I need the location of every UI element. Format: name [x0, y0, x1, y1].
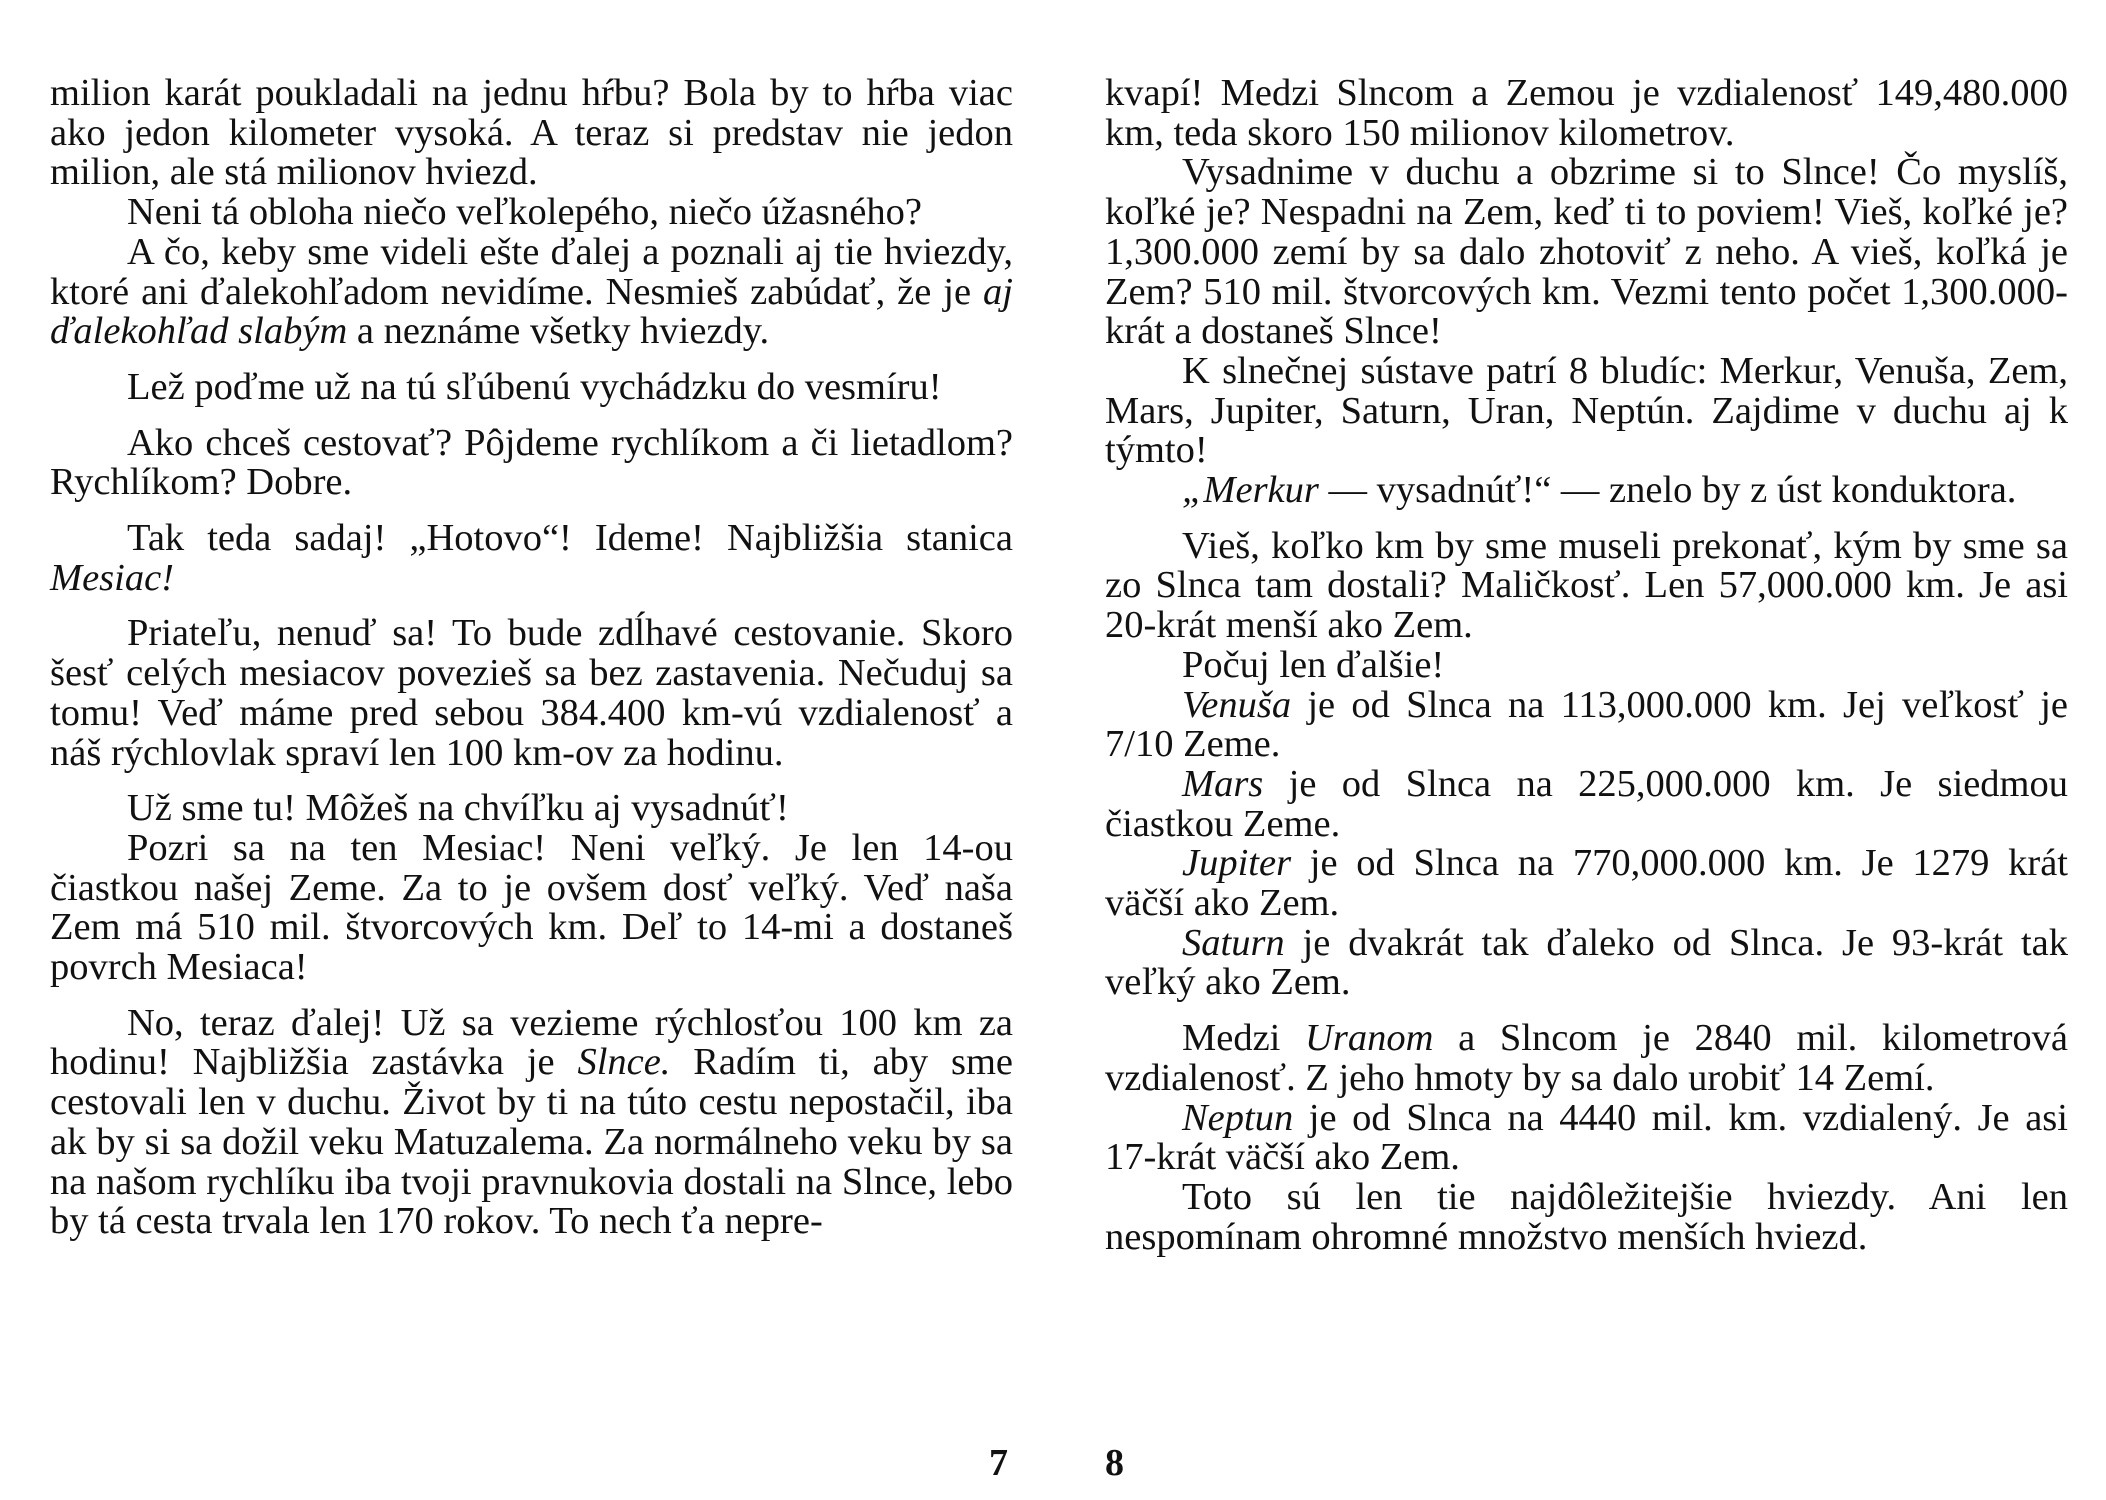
paragraph	[1105, 1019, 2068, 1098]
text-run: Vieš, koľko km by sme museli prekonať, kým by sme sa zo Slnca tam dostali? Maličkosť. Len 57,000.000 km. Je asi 20-krát menší ako Zem.	[1105, 524, 2068, 647]
italic-text: aj ďalekohľad slabým	[50, 270, 1013, 353]
italic-text: Venuša	[1182, 683, 1292, 726]
left-page-text	[50, 74, 1013, 1242]
paragraph	[50, 230, 1013, 353]
text-run: milion karát poukladali na jednu hŕbu? Bola by to hŕba viac ako jedon kilometer vysoká. A teraz si predstav nie jedon milion, ale stá milionov hviezd.	[50, 72, 1013, 194]
paragraph	[1105, 524, 2068, 647]
paragraph	[1105, 153, 2068, 352]
paragraph	[50, 826, 1013, 989]
text-run: Pozri sa na ten Mesiac! Neni veľký. Je len 14-ou čiastkou našej Zeme. Za to je ovšem dosť veľký. Veď naša Zem má 510 mil. štvorcových km. Deľ to 14-mi a dostaneš povrch Mesiaca!	[50, 826, 1013, 989]
text-run: A čo, keby sme videli ešte ďalej a poznali aj tie hviezdy, ktoré ani ďalekohľadom nevidíme. Nesmieš zabúdať, že je	[50, 230, 1013, 313]
text-run: Už sme tu! Môžeš na chvíľku aj vysadnúť!	[127, 787, 789, 830]
text-run: No, teraz ďalej! Už sa vezieme rýchlosťou 100 km za hodinu! Najbližšia zastávka je	[50, 1001, 1013, 1084]
left-page-number: 7	[989, 1442, 1008, 1484]
paragraph	[1105, 921, 2068, 1004]
italic-text: Mesiac!	[50, 556, 174, 599]
paragraph	[1105, 74, 2068, 153]
italic-text: „Merkur	[1182, 469, 1319, 512]
paragraph	[1105, 844, 2068, 923]
text-run: Radím ti, aby sme cestovali len v duchu. Život by ti na túto cestu nepostačil, iba ak by si sa dožil veku Matuzalema. Za normálneho veku by sa na našom rychlíku iba tvoji pravnukovia dostali na Slnce, lebo by tá cesta trvala len 170 rokov. To nech ťa nepre-	[50, 1041, 1013, 1243]
right-page-number: 8	[1105, 1442, 1124, 1484]
paragraph	[50, 1001, 1013, 1243]
paragraph	[1105, 762, 2068, 845]
text-run: je od Slnca na 770,000.000 km. Je 1279 krát väčší ako Zem.	[1105, 842, 2068, 925]
paragraph	[50, 421, 1013, 504]
italic-text: Uranom	[1305, 1017, 1434, 1060]
text-run: a neznáme všetky hviezdy.	[347, 310, 770, 353]
paragraph	[1105, 471, 2068, 511]
paragraph	[50, 74, 1013, 193]
text-run: je dvakrát tak ďaleko od Slnca. Je 93-krát tak veľký ako Zem.	[1105, 921, 2068, 1004]
paragraph	[1105, 683, 2068, 766]
text-run: Počuj len ďalšie!	[1182, 643, 1445, 686]
text-run: Toto sú len tie najdôležitejšie hviezdy. Ani len nespomínam ohromné množstvo menších hviezd.	[1105, 1175, 2068, 1258]
right-page-text	[1105, 74, 2068, 1257]
paragraph	[50, 519, 1013, 598]
text-run: je od Slnca na 4440 mil. km. vzdialený. Je asi 17-krát väčší ako Zem.	[1105, 1096, 2068, 1179]
text-run: Ako chceš cestovať? Pôjdeme rychlíkom a či lietadlom? Rychlíkom? Dobre.	[50, 421, 1013, 504]
paragraph	[1105, 349, 2068, 472]
text-run: Priateľu, nenuď sa! To bude zdĺhavé cestovanie. Skoro šesť celých mesiacov povezieš sa bez zastavenia. Nečuduj sa tomu! Veď máme pred sebou 384.400 km-vú vzdialenosť a náš rýchlovlak spraví len 100 km-ov za hodinu.	[50, 612, 1013, 774]
text-run: — vysadnúť!“ — znelo by z úst konduktora.	[1318, 469, 2017, 512]
text-run: Medzi	[1182, 1017, 1306, 1060]
text-run: Lež poďme už na tú sľúbenú vychádzku do vesmíru!	[127, 365, 942, 408]
paragraph	[50, 614, 1013, 773]
italic-text: Slnce.	[577, 1041, 671, 1084]
text-run: kvapí! Medzi Slncom a Zemou je vzdialenosť 149,480.000 km, teda skoro 150 milionov kilometrov.	[1105, 72, 2068, 154]
paragraph	[50, 365, 1013, 408]
paragraph	[50, 789, 1013, 829]
paragraph	[50, 193, 1013, 233]
text-run: je od Slnca na 225,000.000 km. Je siedmou čiastkou Zeme.	[1105, 762, 2068, 845]
text-run: K slnečnej sústave patrí 8 bludíc: Merkur, Venuša, Zem, Mars, Jupiter, Saturn, Uran, Neptún. Zajdime v duchu aj k týmto!	[1105, 349, 2068, 472]
italic-text: Neptun	[1182, 1096, 1294, 1139]
paragraph	[1105, 643, 2068, 686]
text-run: je od Slnca na 113,000.000 km. Jej veľkosť je 7/10 Zeme.	[1105, 683, 2068, 766]
text-run: a Slncom je 2840 mil. kilometrová vzdialenosť. Z jeho hmoty by sa dalo urobiť 14 Zemí.	[1105, 1017, 2069, 1099]
text-run: Tak teda sadaj! „Hotovo“! Ideme! Najbližšia stanica	[127, 517, 1013, 560]
text-run: Vysadnime v duchu a obzrime si to Slnce! Čo myslíš, koľké je? Nespadni na Zem, keď ti to poviem! Vieš, koľké je? 1,300.000 zemí by sa dalo zhotoviť z neho. A vieš, koľká je Zem? 510 mil. štvorcových km. Vezmi tento počet 1,300.000-krát a dostaneš Slnce!	[1105, 151, 2068, 353]
italic-text: Saturn	[1182, 921, 1285, 964]
text-run: Neni tá obloha niečo veľkolepého, niečo úžasného?	[127, 191, 922, 234]
italic-text: Jupiter	[1182, 842, 1292, 885]
italic-text: Mars	[1182, 762, 1264, 805]
paragraph	[1105, 1175, 2068, 1258]
paragraph	[1105, 1096, 2068, 1179]
